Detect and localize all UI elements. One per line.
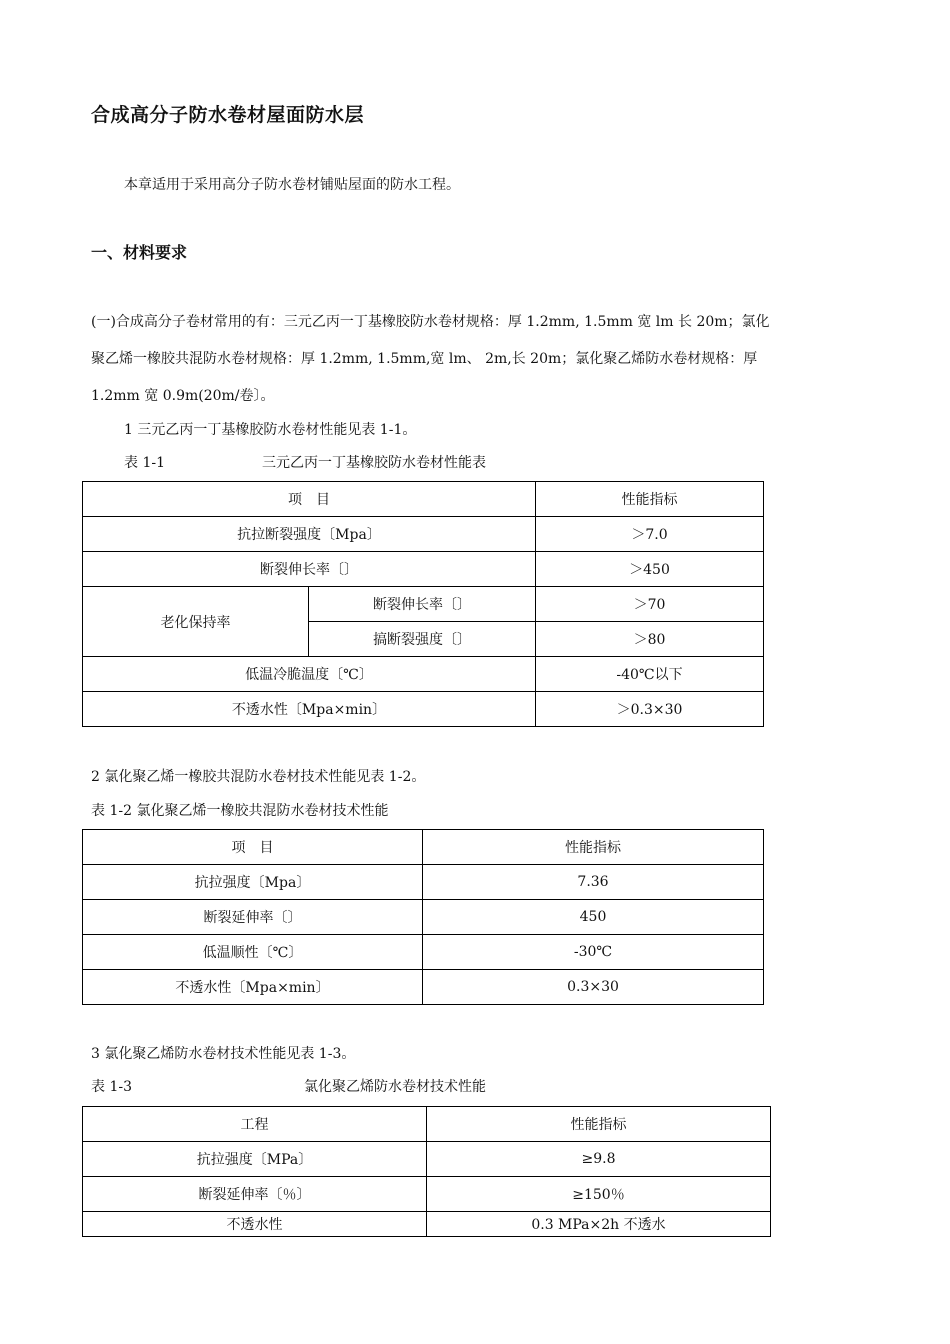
table1-header-value: 性能指标 <box>536 482 764 517</box>
table-1 <box>82 481 764 727</box>
table-cell: 断裂伸长率〔〕 <box>309 587 536 622</box>
table-row <box>83 692 764 727</box>
table2-header-value: 性能指标 <box>423 830 764 865</box>
table3-caption: 氯化聚乙烯防水卷材技术性能 <box>304 1079 486 1095</box>
table-row <box>83 900 764 935</box>
table-cell: 低温冷脆温度〔℃〕 <box>83 657 536 692</box>
table-cell: ＞80 <box>536 622 764 657</box>
table-cell: ＞0.3×30 <box>536 692 764 727</box>
table-cell: 不透水性 <box>83 1212 427 1237</box>
table-cell: 不透水性〔Mpa×min〕 <box>83 970 423 1005</box>
table-row <box>83 657 764 692</box>
table-row <box>83 1107 771 1142</box>
table-row <box>83 482 764 517</box>
table-cell: ≥150％ <box>427 1177 771 1212</box>
table-cell: 断裂伸长率〔〕 <box>83 552 536 587</box>
table-cell: 7.36 <box>423 865 764 900</box>
table-cell: 低温顺性〔℃〕 <box>83 935 423 970</box>
document-title: 合成高分子防水卷材屋面防水层 <box>91 104 365 126</box>
table3-header-item: 工程 <box>83 1107 427 1142</box>
table-cell: 搞断裂强度〔〕 <box>309 622 536 657</box>
table-cell: 抗拉断裂强度〔Mpa〕 <box>83 517 536 552</box>
table1-label: 表 1-1 <box>124 455 165 471</box>
table-cell: 450 <box>423 900 764 935</box>
table-cell: ＞70 <box>536 587 764 622</box>
para1-line3: 1.2mm 宽 0.9m(20m/卷〕。 <box>91 388 275 404</box>
para1-line1: (一)合成高分子卷材常用的有：三元乙丙一丁基橡胶防水卷材规格：厚 1.2mm, 1.5mm 宽 lm 长 20m；氯化 <box>91 314 770 330</box>
section-heading-materials: 一、材料要求 <box>91 243 188 262</box>
table-cell: 不透水性〔Mpa×min〕 <box>83 692 536 727</box>
table-cell: ≥9.8 <box>427 1142 771 1177</box>
table-row <box>83 1212 771 1237</box>
table-3 <box>82 1106 771 1237</box>
table-cell: ＞450 <box>536 552 764 587</box>
table1-header-item: 项 目 <box>83 482 536 517</box>
table-row <box>83 552 764 587</box>
table-row <box>83 1177 771 1212</box>
table-cell: 断裂延伸率〔％〕 <box>83 1177 427 1212</box>
table1-caption: 三元乙丙一丁基橡胶防水卷材性能表 <box>262 455 486 471</box>
table-cell: -30℃ <box>423 935 764 970</box>
table-cell: 抗拉强度〔Mpa〕 <box>83 865 423 900</box>
para1-line2: 聚乙烯一橡胶共混防水卷材规格：厚 1.2mm, 1.5mm,宽 lm、 2m,长 20m；氯化聚乙烯防水卷材规格：厚 <box>91 351 758 367</box>
table-row <box>83 935 764 970</box>
item2-text: 2 氯化聚乙烯一橡胶共混防水卷材技术性能见表 1-2。 <box>91 769 426 785</box>
table-cell: ＞7.0 <box>536 517 764 552</box>
table3-header-value: 性能指标 <box>427 1107 771 1142</box>
table-cell: 抗拉强度〔MPa〕 <box>83 1142 427 1177</box>
table3-label: 表 1-3 <box>91 1079 132 1095</box>
table2-caption: 表 1-2 氯化聚乙烯一橡胶共混防水卷材技术性能 <box>91 803 389 819</box>
table2-header-item: 项 目 <box>83 830 423 865</box>
intro-paragraph: 本章适用于采用高分子防水卷材铺贴屋面的防水工程。 <box>124 177 460 193</box>
item3-text: 3 氯化聚乙烯防水卷材技术性能见表 1-3。 <box>91 1046 356 1062</box>
table-row <box>83 865 764 900</box>
table-cell: 0.3 MPa×2h 不透水 <box>427 1212 771 1237</box>
table-row <box>83 587 764 622</box>
table-row <box>83 830 764 865</box>
table1-aging-group: 老化保持率 <box>83 587 309 657</box>
table-cell: -40℃以下 <box>536 657 764 692</box>
table-2 <box>82 829 764 1005</box>
table-row <box>83 517 764 552</box>
table-row <box>83 1142 771 1177</box>
table-cell: 0.3×30 <box>423 970 764 1005</box>
table-row <box>83 970 764 1005</box>
table-cell: 断裂延伸率〔〕 <box>83 900 423 935</box>
item1-text: 1 三元乙丙一丁基橡胶防水卷材性能见表 1-1。 <box>124 422 417 438</box>
